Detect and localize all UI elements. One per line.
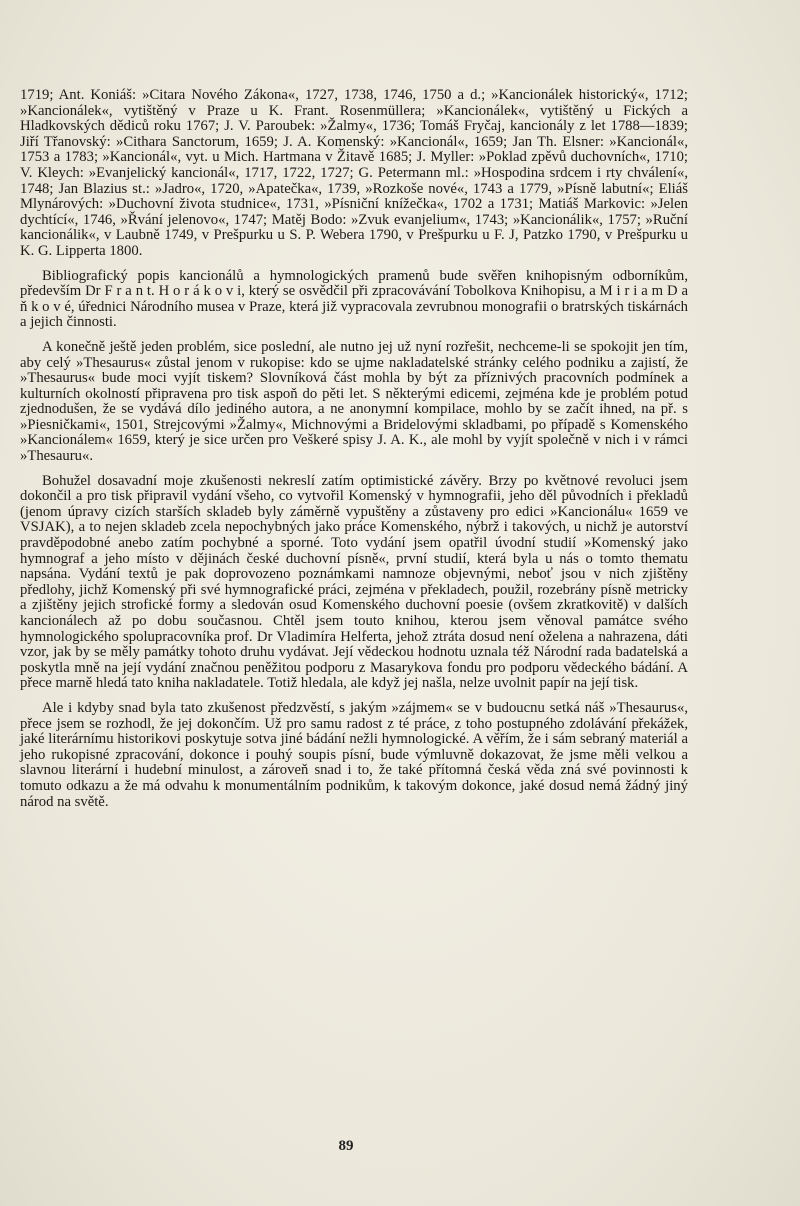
paragraph-publisher-problem: A konečně ještě jeden problém, sice poslední, ale nutno jej už nyní rozřešit, nechceme-li se spokojit jen tím, aby celý »Thesaurus« zůstal jenom v rukopise: kdo se ujme nakladatelské stránky celého podniku a zajistí, že »Thesaurus« bude moci vyjít tiskem? Slovníková část mohla by být za příznivých pracovních podmínek a kulturních okolností připravena pro tisk aspoň do pěti let. S některými edicemi, zejména kde je problém potud zjednodušen, že se vydává dílo jediného autora, a ne anonymní kompilace, mohlo by se začít ihned, na př. s »Piesničkami«, 1501, Strejcovými »Žalmy«, Michnovými a Bridelovými skladbami, po případě s Komenského »Kancionálem« 1659, který je sice určen pro Veškeré spisy J. A. K., ale mohl by vyjít společně v nich i v rámci »Thesauru«. [20, 338, 688, 465]
paragraph-conclusion: Ale i kdyby snad byla tato zkušenost předzvěstí, s jakým »zájmem« se v budoucnu setká náš »Thesaurus«, přece jsem se rozhodl, že jej dokončím. Už pro samu radost z té práce, z toho postupného zdolávání překážek, jaké literárnímu historikovi poskytuje sotva jiné bádání nežli hymnologické. A věřím, že i sám sebraný materiál a jeho rukopisné zpracování, dokonce i pouhý soupis písní, bude výmluvně dokazovat, že jsme měli velkou a slavnou literární i hudební minulost, a zároveň snad i to, že také přítomná česká věda zná své povinnosti k tomuto odkazu a že má odvahu k monumentálním podnikům, k takovým dokonce, jaké dosud nemá žádný jiný národ na světě. [20, 699, 688, 810]
paragraph-experience: Bohužel dosavadní moje zkušenosti nekreslí zatím optimistické závěry. Brzy po květnové revoluci jsem dokončil a pro tisk připravil vydání všeho, co vytvořil Komenský v hymnografii, jeho děl původních i překladů (jenom úpravy cizích starších skladeb byly záměrně vypuštěny a zůstaveny pro edici »Kancionálu« 1659 ve VSJAK), a to nejen skladeb zcela nepochybných jako práce Komenského, nýbrž i takových, u nichž je autorství pravděpodobné anebo zatím pochybné a sporné. Toto vydání jsem opatřil úvodní studií »Komenský jako hymnograf a jeho místo v dějinách české duchovní písně«, první studií, která byla u nás o tomto thematu napsána. Vydání textů je pak doprovozeno poznámkami namnoze objevnými, neboť jsou v nich zjištěny předlohy, jichž Komenský při své hymnografické práci, zejména v překladech, použil, rozebrány písně metricky a zjištěny jejich strofické formy a sledován osud Komenského duchovní poesie (ovšem zkratkovitě) v dalších kancionálech až po dobu současnou. Chtěl jsem touto knihou, kterou jsem věnoval památce svého hymnologického spolupracovníka prof. Dr Vladimíra Helferta, jehož ztráta dosud není oželena a nahrazena, dáti vzor, jak by se měly památky tohoto druhu vydávat. Její vědeckou hodnotu uznala též Národní rada badatelská a poskytla mně na její vydání značnou peněžitou podporu z Masarykova fondu pro podporu vědeckého bádání. A přece marně hledá tato kniha nakladatele. Totiž hledala, ale když jej našla, nelze uvolnit papír na její tisk. [20, 472, 688, 692]
paragraph-bibliography: Bibliografický popis kancionálů a hymnologických pramenů bude svěřen knihopisným odborníkům, především Dr F r a n t. H o r á k o v i, který se osvědčil při zpracovávání Tobolkova Knihopisu, a M i r i a m D a ň k o v é, úřednici Národního musea v Praze, která již vypracovala zevrubnou monografii o bratrských tiskárnách a jejich činnosti. [20, 267, 688, 331]
paragraph-hymnal-list: 1719; Ant. Koniáš: »Citara Nového Zákona«, 1727, 1738, 1746, 1750 a d.; »Kancionálek historický«, 1712; »Kancionálek«, vytištěný v Praze u K. Frant. Rosenmüllera; »Kancionálek«, vytištěný u Fických a Hladkovských dědiců roku 1767; J. V. Paroubek: »Žalmy«, 1736; Tomáš Fryčaj, kancionály z let 1788—1839; Jiří Třanovský: »Cithara Sanctorum, 1659; J. A. Komenský: »Kancionál«, 1659; Jan Th. Elsner: »Kancionál«, 1753 a 1783; »Kancionál«, vyt. u Mich. Hartmana v Žitavě 1685; J. Myller: »Poklad zpěvů duchovních«, 1710; V. Kleych: »Evanjelický kancionál«, 1717, 1722, 1727; G. Petermann ml.: »Hospodina srdcem i rty chválení«, 1748; Jan Blazius st.: »Jadro«, 1720, »Apatečka«, 1739, »Rozkoše nové«, 1743 a 1779, »Písně labutní«; Eliáš Mlynárových: »Duchovní života studnice«, 1731, »Písniční knížečka«, 1702 a 1731; Matiáš Markovic: »Jelen dychtící«, 1746, »Řvání jelenovo«, 1747; Matěj Bodo: »Zvuk evanjelium«, 1743; »Kancionálik«, 1757; »Ruční kancionálik«, v Laubně 1749, v Prešpurku u S. P. Webera 1790, v Prešpurku u F. J, Patzko 1790, v Prešpurku u K. G. Lipperta 1800. [20, 87, 688, 259]
body-text [20, 88, 688, 819]
page-number: 89 [338, 1138, 354, 1154]
